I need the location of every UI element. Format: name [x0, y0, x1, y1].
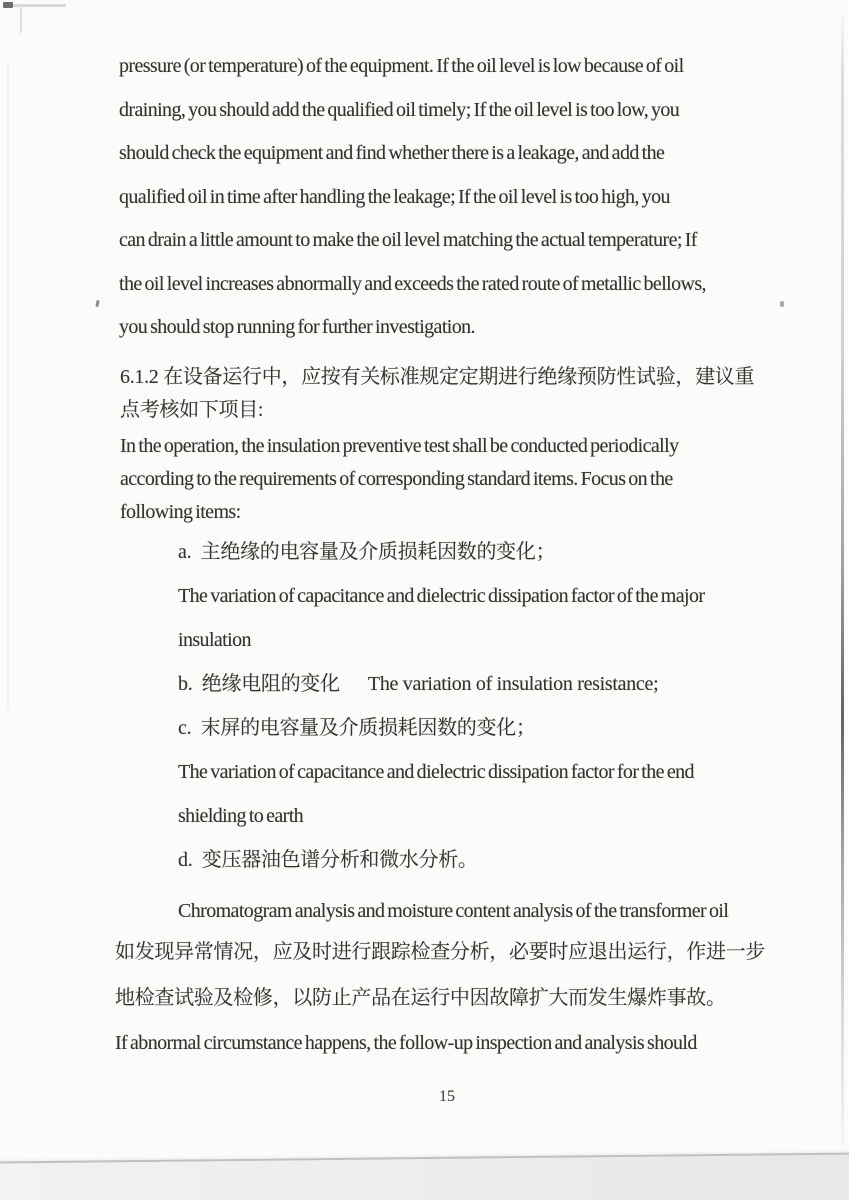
text-line: should check the equipment and find whether there is a leakage, and add the — [119, 142, 665, 164]
text-line: following items: — [120, 501, 241, 523]
scan-page-bottom-edge — [0, 1152, 849, 1200]
scan-left-fold-line — [7, 60, 9, 710]
text-line: 如发现异常情况，应及时进行跟踪检查分析，必要时应退出运行，作进一步 — [115, 941, 766, 963]
text-line: the oil level increases abnormally and exceeds the rated route of metallic bellows, — [119, 272, 706, 295]
insulation-test-items-list — [178, 530, 838, 882]
text-line: 地检查试验及检修，以防止产品在运行中因故障扩大而发生爆炸事故。 — [115, 986, 726, 1009]
text-line: qualified oil in time after handling the leakage; If the oil level is too high, you — [119, 185, 670, 208]
item-c-label-zh: c. 末屏的电容量及介质损耗因数的变化； — [178, 717, 536, 739]
scan-corner-mark-vertical — [20, 6, 22, 33]
scan-speck-left — [95, 300, 99, 307]
item-d-label-zh: d. 变压器油色谱分析和微水分析。 — [178, 849, 478, 871]
item-c-translation-line2: shielding to earth — [178, 805, 304, 827]
scan-corner-mark-dot — [3, 2, 13, 8]
text-line: according to the requirements of corresponding standard items. Focus on the — [120, 468, 673, 490]
item-a-translation-line2: insulation — [178, 629, 251, 651]
text-line: Chromatogram analysis and moisture content analysis of the transformer oil — [178, 900, 729, 922]
section-6-1-2-heading-en — [120, 430, 820, 529]
text-line: If abnormal circumstance happens, the follow-up inspection and analysis should — [115, 1032, 697, 1054]
text-line: can drain a little amount to make the oil level matching the actual temperature; If — [119, 229, 697, 251]
item-c-translation-line1: The variation of capacitance and dielectric dissipation factor for the end — [178, 761, 694, 783]
text-line: In the operation, the insulation preventive test shall be conducted periodically — [120, 435, 679, 457]
text-line: draining, you should add the qualified oil timely; If the oil level is too low, you — [119, 98, 680, 121]
item-b-label: b. 绝缘电阻的变化 The variation of insulation resistance; — [178, 673, 659, 695]
page-number: 15 — [439, 1088, 455, 1105]
paragraph-oil-level-maintenance — [119, 45, 819, 350]
item-a-label-zh: a. 主绝缘的电容量及介质损耗因数的变化； — [178, 541, 556, 563]
item-a-translation-line1: The variation of capacitance and dielectric dissipation factor of the major — [178, 585, 705, 607]
section-6-1-2-heading-zh — [120, 361, 820, 427]
paragraph-abnormal-follow-up — [115, 930, 825, 1067]
text-line: 点考核如下项目: — [120, 399, 264, 421]
chromatogram-analysis-line — [178, 891, 838, 931]
text-line: 6.1.2 在设备运行中，应按有关标准规定定期进行绝缘预防性试验，建议重 — [120, 366, 755, 388]
text-line: pressure (or temperature) of the equipment. If the oil level is low because of oil — [119, 55, 684, 77]
scan-right-edge-line — [841, 5, 844, 1155]
scan-corner-mark-line — [4, 4, 66, 7]
text-line: you should stop running for further investigation. — [119, 316, 475, 338]
